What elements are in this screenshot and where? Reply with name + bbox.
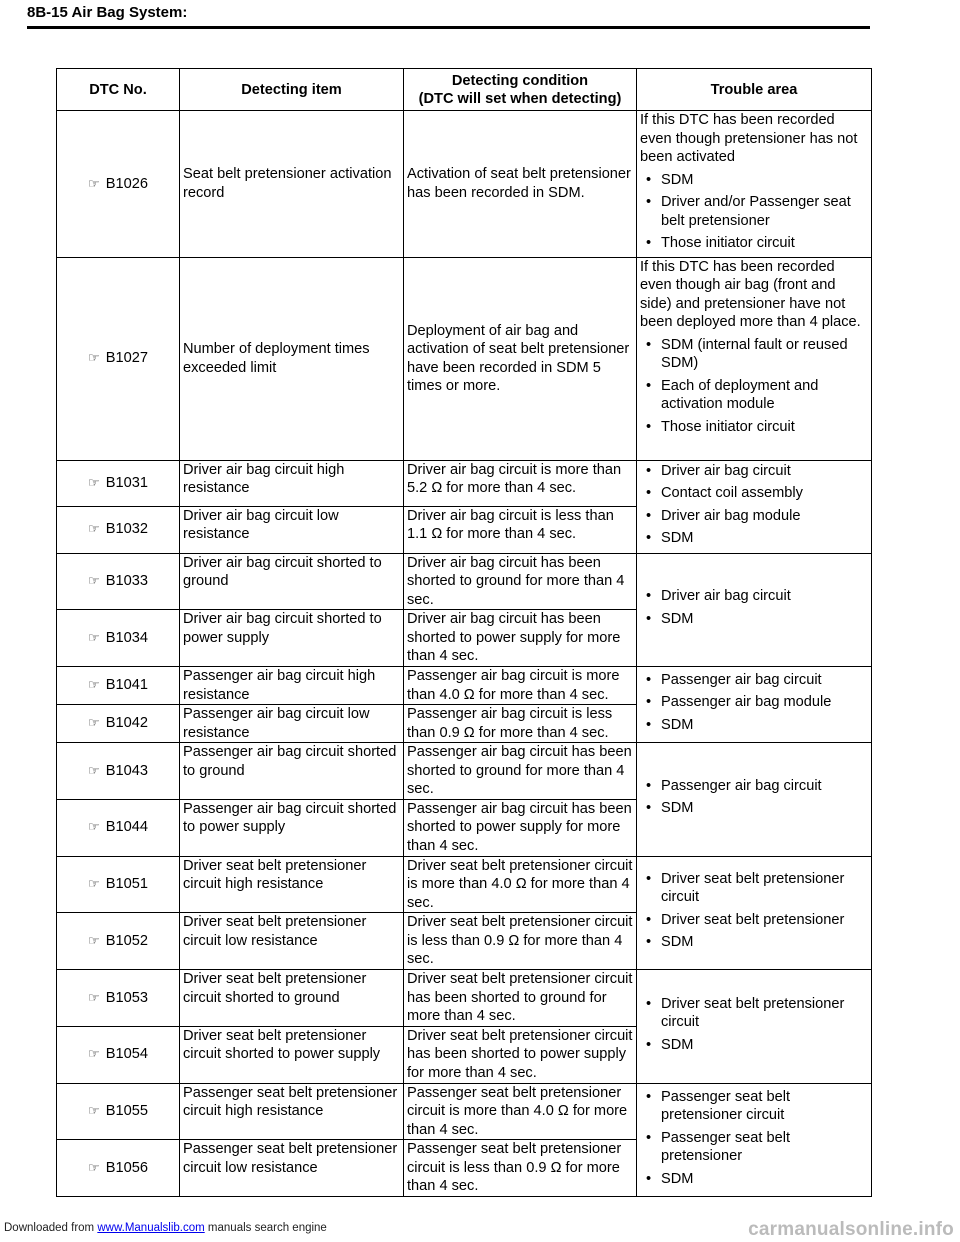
trouble-area-item: • SDM (640, 799, 868, 818)
dtc-code-cell (57, 1083, 180, 1140)
detecting-condition-cell: Passenger seat belt pretensioner circuit is more than 4.0 Ω for more than 4 sec. (404, 1083, 637, 1140)
trouble-area-item: • SDM (640, 933, 868, 952)
hand-pointer-icon[interactable]: ☞ (88, 932, 100, 948)
trouble-area-cell (637, 743, 872, 857)
detecting-condition-cell: Driver seat belt pretensioner circuit has been shorted to ground for more than 4 sec. (404, 970, 637, 1027)
trouble-area-item: • SDM (640, 171, 868, 190)
hand-pointer-icon[interactable]: ☞ (88, 876, 100, 891)
dtc-code: B1031 (105, 474, 148, 491)
trouble-area-cell (637, 257, 872, 460)
trouble-area-list (640, 336, 868, 437)
trouble-area-list (640, 870, 868, 952)
hand-pointer-icon[interactable]: ☞ (88, 175, 100, 191)
hand-pointer-icon[interactable]: ☞ (88, 1046, 100, 1062)
dtc-code-cell (57, 610, 180, 667)
hand-pointer-icon[interactable]: ☞ (88, 677, 100, 693)
col-header-trouble-area: Trouble area (637, 69, 872, 111)
detecting-condition-cell: Deployment of air bag and activation of seat belt pretensioner have been recorded in SDM 5 times or more. (404, 257, 637, 460)
trouble-area-cell (637, 460, 872, 553)
dtc-code-cell (57, 1140, 180, 1197)
trouble-area-item: • Driver and/or Passenger seat belt pretensioner (640, 193, 868, 230)
dtc-code-cell (57, 553, 180, 610)
detecting-item-cell: Driver seat belt pretensioner circuit shorted to power supply (180, 1026, 404, 1083)
detecting-item-cell: Passenger air bag circuit low resistance (180, 705, 404, 743)
dtc-code: B1043 (105, 762, 148, 779)
detecting-condition-cell: Driver seat belt pretensioner circuit has been shorted to power supply for more than 4 sec. (404, 1026, 637, 1083)
trouble-area-list (640, 462, 868, 548)
trouble-area-item: • Contact coil assembly (640, 484, 868, 503)
col-header-dtc-no: DTC No. (57, 69, 180, 111)
trouble-area-cell (637, 970, 872, 1084)
trouble-area-list (640, 171, 868, 253)
detecting-condition-cell: Driver air bag circuit is less than 1.1 Ω for more than 4 sec. (404, 506, 637, 553)
download-footer (4, 1222, 327, 1234)
dtc-code: B1027 (105, 350, 148, 367)
trouble-area-cell (637, 553, 872, 667)
dtc-code: B1044 (105, 819, 148, 836)
dtc-code-cell (57, 743, 180, 800)
detecting-item-cell: Driver air bag circuit shorted to ground (180, 553, 404, 610)
dtc-code: B1033 (105, 573, 148, 589)
dtc-code-cell (57, 506, 180, 553)
col-header-detecting-condition: Detecting condition (DTC will set when detecting) (404, 69, 637, 111)
detecting-item-cell: Passenger seat belt pretensioner circuit high resistance (180, 1083, 404, 1140)
table-row (57, 667, 872, 705)
detecting-item-cell: Passenger air bag circuit shorted to ground (180, 743, 404, 800)
dtc-code-cell (57, 856, 180, 913)
trouble-area-item: • Driver air bag circuit (640, 587, 868, 606)
hand-pointer-icon[interactable]: ☞ (88, 629, 100, 645)
dtc-code-cell (57, 111, 180, 258)
dtc-code-cell (57, 1026, 180, 1083)
hand-pointer-icon[interactable]: ☞ (88, 573, 100, 588)
trouble-area-item: • SDM (640, 716, 868, 735)
table-row (57, 970, 872, 1027)
trouble-area-item: • SDM (640, 1036, 868, 1055)
dtc-code: B1055 (105, 1103, 148, 1119)
dtc-code-cell (57, 667, 180, 705)
table-row (57, 111, 872, 258)
dtc-code-cell (57, 799, 180, 856)
dtc-code: B1051 (105, 876, 148, 892)
table-header-row (57, 69, 872, 111)
trouble-area-item: • Each of deployment and activation module (640, 377, 868, 414)
hand-pointer-icon[interactable]: ☞ (88, 1159, 100, 1175)
header-rule (27, 26, 870, 29)
detecting-condition-cell: Activation of seat belt pretensioner has been recorded in SDM. (404, 111, 637, 258)
trouble-area-item: • Passenger seat belt pretensioner circuit (640, 1088, 868, 1125)
trouble-area-cell (637, 1083, 872, 1197)
detecting-condition-cell: Driver seat belt pretensioner circuit is less than 0.9 Ω for more than 4 sec. (404, 913, 637, 970)
hand-pointer-icon[interactable]: ☞ (88, 474, 100, 490)
trouble-area-list (640, 995, 868, 1055)
trouble-area-item: • Driver air bag module (640, 507, 868, 526)
trouble-area-list (640, 671, 868, 735)
trouble-area-intro: If this DTC has been recorded even though pretensioner has not been activated (640, 112, 858, 165)
table-row (57, 553, 872, 610)
dtc-table (56, 68, 872, 1197)
table-row (57, 460, 872, 506)
detecting-condition-cell: Passenger air bag circuit has been shorted to power supply for more than 4 sec. (404, 799, 637, 856)
dtc-code: B1054 (105, 1046, 148, 1063)
col-header-detecting-item: Detecting item (180, 69, 404, 111)
table-row (57, 257, 872, 460)
trouble-area-item: • Driver air bag circuit (640, 462, 868, 481)
detecting-condition-cell: Passenger air bag circuit has been shorted to ground for more than 4 sec. (404, 743, 637, 800)
trouble-area-item: • Driver seat belt pretensioner (640, 911, 868, 930)
trouble-area-list (640, 777, 868, 818)
hand-pointer-icon[interactable]: ☞ (88, 762, 100, 778)
detecting-item-cell: Driver air bag circuit shorted to power supply (180, 610, 404, 667)
table-row (57, 1083, 872, 1140)
trouble-area-item: • SDM (640, 529, 868, 548)
detecting-item-cell: Driver seat belt pretensioner circuit low resistance (180, 913, 404, 970)
trouble-area-item: • Those initiator circuit (640, 234, 868, 253)
detecting-condition-cell: Driver air bag circuit has been shorted to power supply for more than 4 sec. (404, 610, 637, 667)
hand-pointer-icon[interactable]: ☞ (88, 521, 100, 537)
trouble-area-item: • Passenger air bag module (640, 693, 868, 712)
dtc-code: B1042 (105, 715, 148, 732)
trouble-area-cell (637, 667, 872, 743)
footer-suffix: manuals search engine (207, 1222, 327, 1234)
detecting-item-cell: Passenger air bag circuit high resistance (180, 667, 404, 705)
dtc-code: B1034 (105, 629, 148, 646)
hand-pointer-icon[interactable]: ☞ (88, 819, 100, 835)
trouble-area-item: • Passenger air bag circuit (640, 671, 868, 690)
table-row (57, 743, 872, 800)
trouble-area-intro: If this DTC has been recorded even though air bag (front and side) and pretensioner have not been deployed more than 4 place. (640, 258, 861, 330)
detecting-item-cell: Passenger air bag circuit shorted to power supply (180, 799, 404, 856)
dtc-code: B1032 (105, 521, 148, 538)
detecting-condition-cell: Passenger air bag circuit is less than 0.9 Ω for more than 4 sec. (404, 705, 637, 743)
dtc-code-cell (57, 460, 180, 506)
dtc-code: B1041 (105, 677, 148, 694)
hand-pointer-icon[interactable]: ☞ (88, 715, 100, 731)
dtc-code-cell (57, 913, 180, 970)
hand-pointer-icon[interactable]: ☞ (88, 1103, 100, 1118)
detecting-condition-cell: Driver seat belt pretensioner circuit is more than 4.0 Ω for more than 4 sec. (404, 856, 637, 913)
dtc-code: B1026 (105, 175, 148, 192)
trouble-area-item: • SDM (640, 1170, 868, 1189)
trouble-area-list (640, 1088, 868, 1189)
detecting-item-cell: Seat belt pretensioner activation record (180, 111, 404, 258)
dtc-code: B1053 (105, 989, 148, 1006)
dtc-code-cell (57, 705, 180, 743)
dtc-code: B1052 (105, 932, 148, 949)
dtc-code-cell (57, 970, 180, 1027)
hand-pointer-icon[interactable]: ☞ (88, 989, 100, 1005)
table-row (57, 856, 872, 913)
trouble-area-item: • Driver seat belt pretensioner circuit (640, 995, 868, 1032)
trouble-area-item: • SDM (640, 610, 868, 629)
detecting-condition-cell: Driver air bag circuit has been shorted to ground for more than 4 sec. (404, 553, 637, 610)
dtc-code-cell (57, 257, 180, 460)
trouble-area-item: • Passenger seat belt pretensioner (640, 1129, 868, 1166)
detecting-item-cell: Driver air bag circuit high resistance (180, 460, 404, 506)
watermark: carmanualsonline.info (748, 1219, 954, 1240)
trouble-area-cell (637, 856, 872, 970)
detecting-condition-cell: Driver air bag circuit is more than 5.2 Ω for more than 4 sec. (404, 460, 637, 506)
detecting-item-cell: Passenger seat belt pretensioner circuit low resistance (180, 1140, 404, 1197)
trouble-area-item: • Passenger air bag circuit (640, 777, 868, 796)
trouble-area-item: • SDM (internal fault or reused SDM) (640, 336, 868, 373)
manualslib-link[interactable]: www.Manualslib.com (97, 1222, 205, 1234)
trouble-area-item: • Driver seat belt pretensioner circuit (640, 870, 868, 907)
page-header: 8B-15 Air Bag System: (27, 4, 188, 21)
detecting-item-cell: Driver seat belt pretensioner circuit high resistance (180, 856, 404, 913)
hand-pointer-icon[interactable]: ☞ (88, 350, 100, 366)
detecting-item-cell: Number of deployment times exceeded limit (180, 257, 404, 460)
detecting-condition-cell: Passenger air bag circuit is more than 4.0 Ω for more than 4 sec. (404, 667, 637, 705)
detecting-condition-cell: Passenger seat belt pretensioner circuit is less than 0.9 Ω for more than 4 sec. (404, 1140, 637, 1197)
detecting-item-cell: Driver air bag circuit low resistance (180, 506, 404, 553)
trouble-area-list (640, 587, 868, 628)
trouble-area-item: • Those initiator circuit (640, 418, 868, 437)
detecting-item-cell: Driver seat belt pretensioner circuit shorted to ground (180, 970, 404, 1027)
footer-prefix: Downloaded from (4, 1222, 95, 1234)
dtc-code: B1056 (105, 1159, 148, 1176)
trouble-area-cell (637, 111, 872, 258)
